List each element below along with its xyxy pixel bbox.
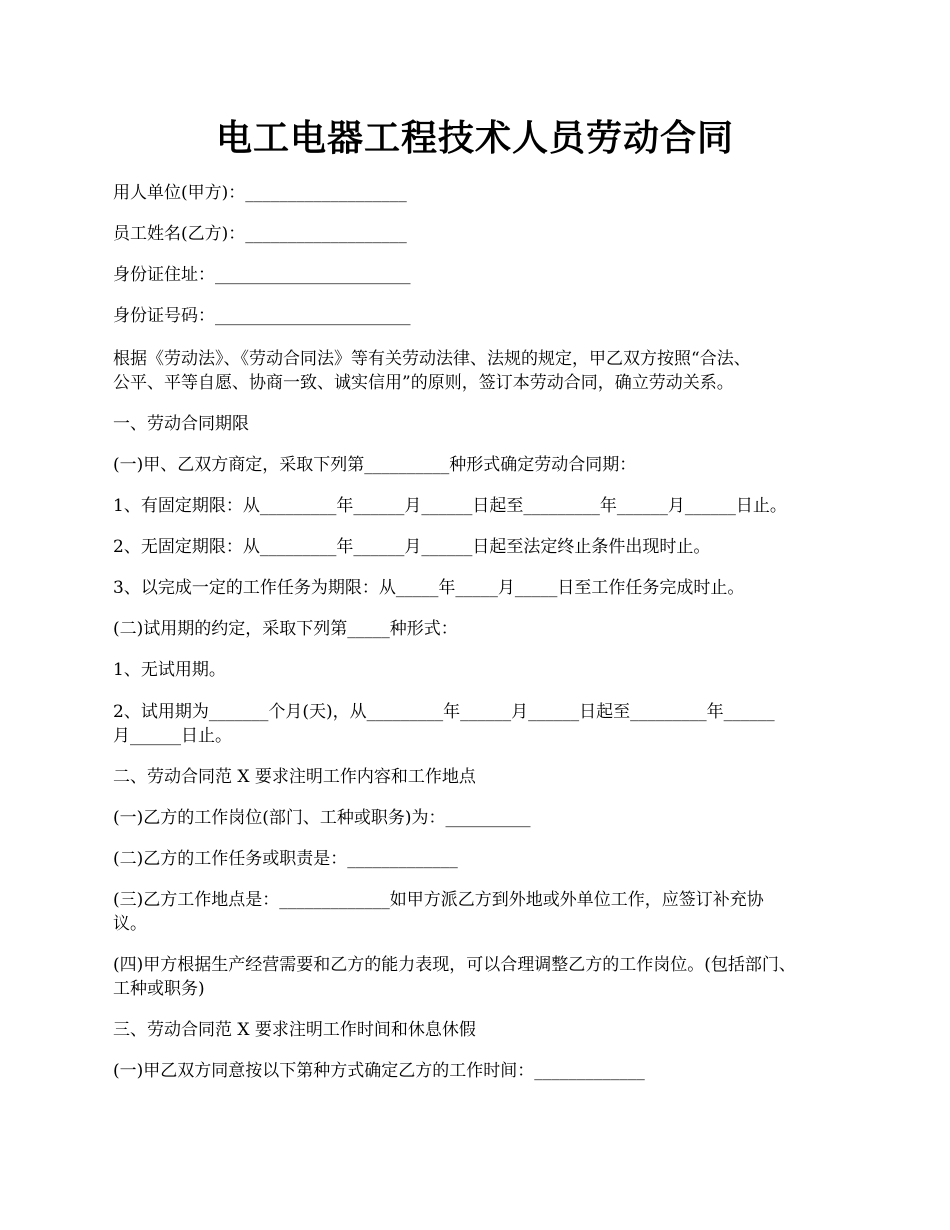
document-title: 电工电器工程技术人员劳动合同	[215, 117, 734, 159]
id-number-field: 身份证号码：_______________________	[113, 306, 411, 326]
work-location-line-1: (三)乙方工作地点是：_____________如甲方派乙方到外地或外单位工作，应签订补充协	[113, 890, 764, 910]
section-heading-3: 三、劳动合同范 X 要求注明工作时间和休息休假	[113, 1020, 476, 1040]
work-location-line-2: 议。	[113, 914, 147, 934]
task-term-clause: 3、以完成一定的工作任务为期限：从_____年_____月_____日至工作任务完成时止。	[113, 578, 745, 598]
id-address-field: 身份证住址：_______________________	[113, 265, 411, 285]
job-position-clause: (一)乙方的工作岗位(部门、工种或职务)为：__________	[113, 808, 531, 828]
probation-period-line-1: 2、试用期为_______个月(天)，从_________年______月______日起至_________年______	[113, 702, 775, 722]
open-term-clause: 2、无固定期限：从_________年______月______日起至法定终止条件出现时止。	[113, 537, 711, 557]
work-time-clause: (一)甲乙双方同意按以下第种方式确定乙方的工作时间：_____________	[113, 1061, 645, 1081]
no-probation-clause: 1、无试用期。	[113, 660, 226, 680]
probation-period-line-2: 月______日止。	[113, 726, 232, 746]
section-heading-2: 二、劳动合同范 X 要求注明工作内容和工作地点	[113, 767, 476, 787]
employer-field: 用人单位(甲方)：___________________	[113, 183, 407, 203]
employee-name-field: 员工姓名(乙方)：___________________	[113, 224, 407, 244]
term-form-clause: (一)甲、乙双方商定，采取下列第__________种形式确定劳动合同期：	[113, 455, 637, 475]
preamble-line-1: 根据《劳动法》、《劳动合同法》等有关劳动法律、法规的规定，甲乙双方按照“合法、	[113, 349, 751, 369]
adjustment-line-1: (四)甲方根据生产经营需要和乙方的能力表现，可以合理调整乙方的工作岗位。(包括部门、	[113, 955, 796, 975]
probation-form-clause: (二)试用期的约定，采取下列第_____种形式：	[113, 619, 458, 639]
preamble-line-2: 公平、平等自愿、协商一致、诚实信用”的原则，签订本劳动合同，确立劳动关系。	[113, 373, 734, 393]
adjustment-line-2: 工种或职务)	[113, 979, 205, 999]
section-heading-1: 一、劳动合同期限	[113, 414, 249, 434]
fixed-term-clause: 1、有固定期限：从_________年______月______日起至_________年______月______日止。	[113, 496, 787, 516]
job-duty-clause: (二)乙方的工作任务或职责是：_____________	[113, 849, 458, 869]
